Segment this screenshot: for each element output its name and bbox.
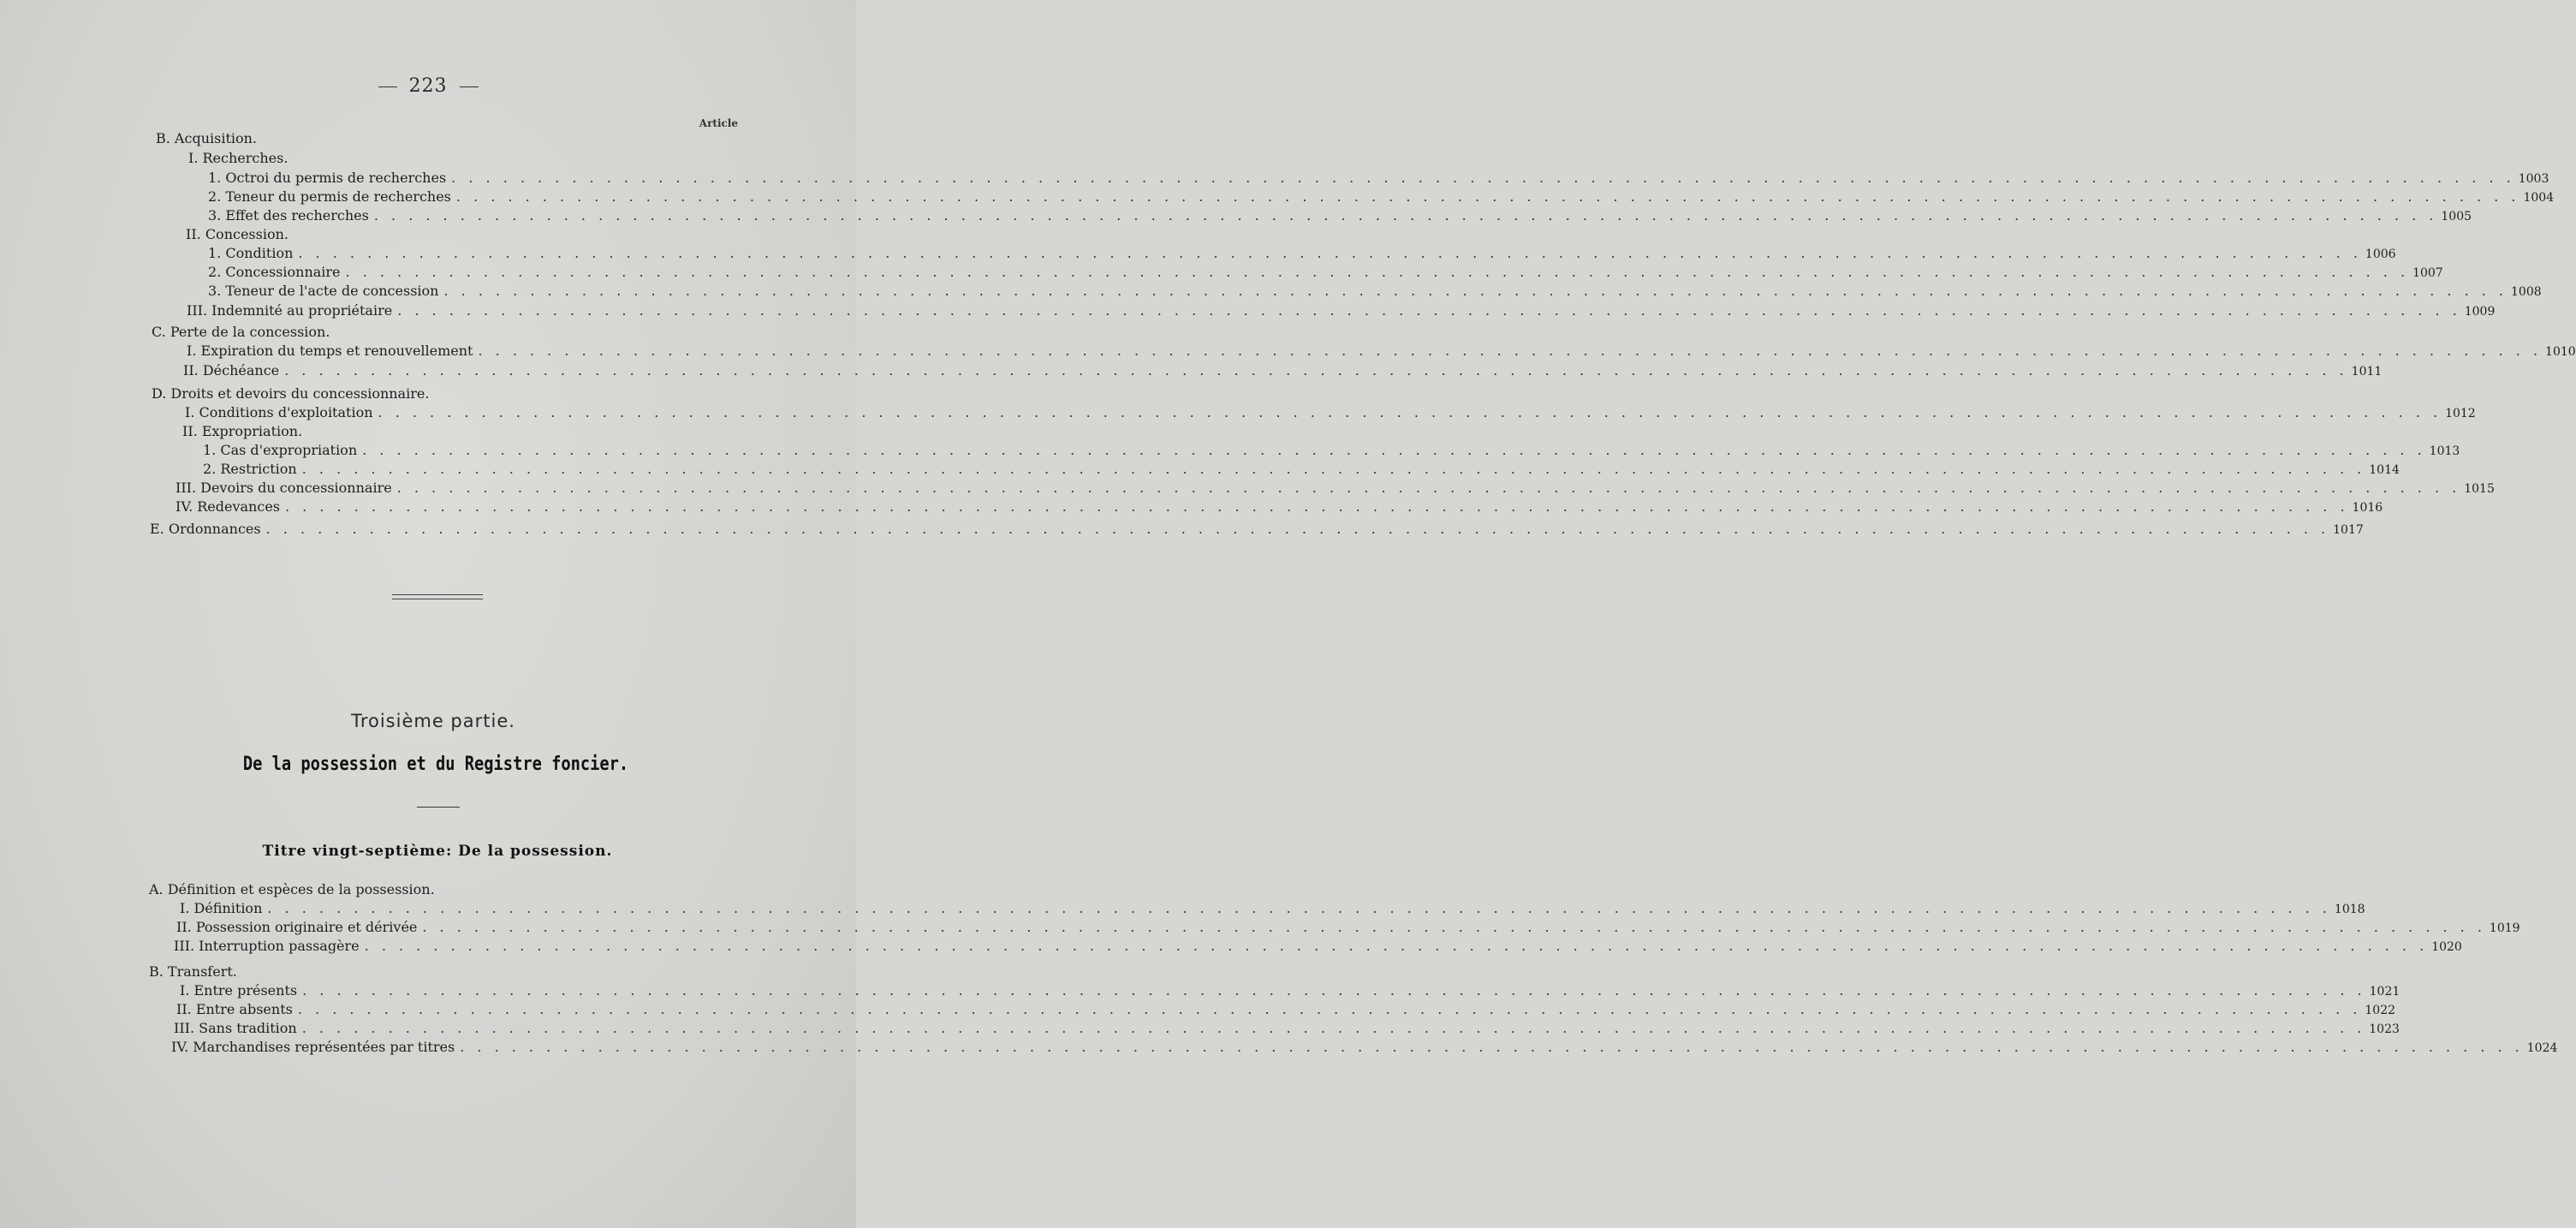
toc-entry-label: IV. Redevances <box>176 498 280 515</box>
toc-entry-label: I. Définition <box>180 900 263 916</box>
toc-entry <box>150 521 2364 539</box>
dot-leader: . . . . . . . . . . . . . . . . . . . . . . . . . . . . . . . . . . . . . . . . . . . . . . . . . . . . . . . . . . . . . . . . . . . . . . . . . . . . . . . . . . . . . . . . . . . . . . . . . . . . . . . . . . . . . . . . . . . . . . . . <box>285 498 2349 515</box>
toc-entry-article-number: 1017 <box>2333 523 2364 537</box>
toc-entry <box>174 1020 2400 1038</box>
toc-entry-label: 2. Teneur du permis de recherches <box>208 188 451 205</box>
toc-entry-label: 3. Effet des recherches <box>208 207 369 224</box>
toc-entry-label: A. Définition et espèces de la possession. <box>149 881 435 897</box>
toc-entry <box>203 461 2400 479</box>
toc-entry <box>208 283 2542 301</box>
dot-leader: . . . . . . . . . . . . . . . . . . . . . . . . . . . . . . . . . . . . . . . . . . . . . . . . . . . . . . . . . . . . . . . . . . . . . . . . . . . . . . . . . . . . . . . . . . . . . . . . . . . . . . . . . . . . . . . . . . . . . . . . <box>478 343 2543 359</box>
toc-entry <box>180 900 2365 918</box>
part-title: Troisième partie. <box>351 711 515 731</box>
toc-entry <box>188 150 735 167</box>
toc-entry-label: C. Perte de la concession. <box>152 324 330 340</box>
toc-entry <box>149 963 729 981</box>
toc-entry <box>180 982 2400 1000</box>
toc-entry-article-number: 1020 <box>2431 940 2462 954</box>
toc-entry <box>152 385 735 402</box>
toc-entry-label: E. Ordonnances <box>150 521 261 537</box>
dot-leader: . . . . . . . . . . . . . . . . . . . . . . . . . . . . . . . . . . . . . . . . . . . . . . . . . . . . . . . . . . . . . . . . . . . . . . . . . . . . . . . . . . . . . . . . . . . . . . . . . . . . . . . . . . . . . . . . . . . . . . . . <box>455 188 2520 205</box>
dot-leader: . . . . . . . . . . . . . . . . . . . . . . . . . . . . . . . . . . . . . . . . . . . . . . . . . . . . . . . . . . . . . . . . . . . . . . . . . . . . . . . . . . . . . . . . . . . . . . . . . . . . . . . . . . . . . . . . . . . . . . . . <box>397 302 2461 319</box>
toc-entry-article-number: 1013 <box>2429 444 2460 458</box>
toc-entry-article-number: 1007 <box>2412 266 2443 280</box>
toc-entry-label: II. Entre absents <box>176 1001 293 1017</box>
dot-leader: . . . . . . . . . . . . . . . . . . . . . . . . . . . . . . . . . . . . . . . . . . . . . . . . . . . . . . . . . . . . . . . . . . . . . . . . . . . . . . . . . . . . . . . . . . . . . . . . . . . . . . . . . . . . . . . . . . . . . . . . <box>345 264 2410 280</box>
toc-entry-label: I. Expiration du temps et renouvellement <box>187 343 473 359</box>
toc-entry-article-number: 1019 <box>2489 921 2520 935</box>
toc-entry <box>208 264 2443 282</box>
dot-leader: . . . . . . . . . . . . . . . . . . . . . . . . . . . . . . . . . . . . . . . . . . . . . . . . . . . . . . . . . . . . . . . . . . . . . . . . . . . . . . . . . . . . . . . . . . . . . . . . . . . . . . . . . . . . . . . . . . . . . . . . <box>451 170 2515 186</box>
dot-leader: . . . . . . . . . . . . . . . . . . . . . . . . . . . . . . . . . . . . . . . . . . . . . . . . . . . . . . . . . . . . . . . . . . . . . . . . . . . . . . . . . . . . . . . . . . . . . . . . . . . . . . . . . . . . . . . . . . . . . . . . <box>364 938 2429 954</box>
toc-entry <box>208 170 2549 188</box>
toc-entry-article-number: 1004 <box>2523 191 2555 205</box>
toc-entry <box>152 324 735 341</box>
toc-entry-article-number: 1005 <box>2441 210 2472 224</box>
toc-entry-article-number: 1009 <box>2464 305 2496 319</box>
dot-leader: . . . . . . . . . . . . . . . . . . . . . . . . . . . . . . . . . . . . . . . . . . . . . . . . . . . . . . . . . . . . . . . . . . . . . . . . . . . . . . . . . . . . . . . . . . . . . . . . . . . . . . . . . . . . . . . . . . . . . . . . <box>298 245 2362 261</box>
section-divider <box>392 594 483 599</box>
toc-entry-article-number: 1016 <box>2352 501 2383 515</box>
title-heading: Titre vingt-septième: De la possession. <box>262 843 613 860</box>
toc-entry-label: IV. Marchandises représentées par titres <box>171 1039 455 1055</box>
dot-leader: . . . . . . . . . . . . . . . . . . . . . . . . . . . . . . . . . . . . . . . . . . . . . . . . . . . . . . . . . . . . . . . . . . . . . . . . . . . . . . . . . . . . . . . . . . . . . . . . . . . . . . . . . . . . . . . . . . . . . . . . <box>422 919 2486 935</box>
toc-entry-article-number: 1024 <box>2526 1041 2558 1055</box>
dot-leader: . . . . . . . . . . . . . . . . . . . . . . . . . . . . . . . . . . . . . . . . . . . . . . . . . . . . . . . . . . . . . . . . . . . . . . . . . . . . . . . . . . . . . . . . . . . . . . . . . . . . . . . . . . . . . . . . . . . . . . . . <box>362 442 2426 458</box>
toc-entry-label: III. Interruption passagère <box>174 938 360 954</box>
toc-entry <box>208 207 2472 225</box>
title-divider <box>417 807 460 808</box>
toc-entry-label: II. Déchéance <box>183 362 280 379</box>
toc-entry <box>156 130 735 147</box>
toc-entry-article-number: 1012 <box>2445 407 2476 420</box>
toc-entry-label: I. Entre présents <box>180 982 298 998</box>
toc-entry-article-number: 1021 <box>2369 985 2400 998</box>
toc-entry <box>183 362 2383 380</box>
toc-entry <box>203 442 2460 460</box>
article-column-header: Article <box>699 117 738 129</box>
toc-entry <box>171 1039 2558 1057</box>
toc-entry-label: III. Indemnité au propriétaire <box>187 302 393 319</box>
dot-leader: . . . . . . . . . . . . . . . . . . . . . . . . . . . . . . . . . . . . . . . . . . . . . . . . . . . . . . . . . . . . . . . . . . . . . . . . . . . . . . . . . . . . . . . . . . . . . . . . . . . . . . . . . . . . . . . . . . . . . . . . <box>302 982 2366 998</box>
dot-leader: . . . . . . . . . . . . . . . . . . . . . . . . . . . . . . . . . . . . . . . . . . . . . . . . . . . . . . . . . . . . . . . . . . . . . . . . . . . . . . . . . . . . . . . . . . . . . . . . . . . . . . . . . . . . . . . . . . . . . . . . <box>373 207 2438 224</box>
dot-leader: . . . . . . . . . . . . . . . . . . . . . . . . . . . . . . . . . . . . . . . . . . . . . . . . . . . . . . . . . . . . . . . . . . . . . . . . . . . . . . . . . . . . . . . . . . . . . . . . . . . . . . . . . . . . . . . . . . . . . . . . <box>301 461 2366 477</box>
toc-entry <box>208 245 2396 263</box>
toc-entry-label: B. Acquisition. <box>156 130 258 146</box>
toc-entry <box>176 498 2383 516</box>
dot-leader: . . . . . . . . . . . . . . . . . . . . . . . . . . . . . . . . . . . . . . . . . . . . . . . . . . . . . . . . . . . . . . . . . . . . . . . . . . . . . . . . . . . . . . . . . . . . . . . . . . . . . . . . . . . . . . . . . . . . . . . . <box>460 1039 2524 1055</box>
toc-entry-article-number: 1018 <box>2334 903 2365 916</box>
dot-leader: . . . . . . . . . . . . . . . . . . . . . . . . . . . . . . . . . . . . . . . . . . . . . . . . . . . . . . . . . . . . . . . . . . . . . . . . . . . . . . . . . . . . . . . . . . . . . . . . . . . . . . . . . . . . . . . . . . . . . . . . <box>443 283 2508 299</box>
toc-entry-article-number: 1011 <box>2351 365 2383 379</box>
toc-entry <box>186 226 735 243</box>
toc-entry <box>182 423 735 440</box>
toc-entry-label: D. Droits et devoirs du concessionnaire. <box>152 385 430 402</box>
toc-entry-article-number: 1023 <box>2369 1022 2400 1036</box>
part-subtitle: De la possession et du Registre foncier. <box>242 754 629 775</box>
toc-entry-article-number: 1022 <box>2365 1004 2396 1017</box>
toc-entry <box>176 919 2520 937</box>
page-number-text: 223 <box>408 75 448 97</box>
toc-entry-article-number: 1003 <box>2518 172 2549 186</box>
toc-entry <box>176 1001 2396 1019</box>
toc-entry-label: 1. Condition <box>208 245 294 261</box>
toc-entry <box>149 881 729 898</box>
toc-entry-label: B. Transfert. <box>149 963 237 980</box>
toc-entry-label: III. Sans tradition <box>174 1020 297 1036</box>
toc-entry-article-number: 1010 <box>2545 345 2576 359</box>
toc-entry-label: 2. Concessionnaire <box>208 264 341 280</box>
toc-entry-article-number: 1014 <box>2369 463 2400 477</box>
toc-entry-article-number: 1015 <box>2464 482 2495 496</box>
dot-leader: . . . . . . . . . . . . . . . . . . . . . . . . . . . . . . . . . . . . . . . . . . . . . . . . . . . . . . . . . . . . . . . . . . . . . . . . . . . . . . . . . . . . . . . . . . . . . . . . . . . . . . . . . . . . . . . . . . . . . . . . <box>265 521 2330 537</box>
toc-entry <box>176 480 2495 498</box>
toc-entry <box>187 302 2496 320</box>
dot-leader: . . . . . . . . . . . . . . . . . . . . . . . . . . . . . . . . . . . . . . . . . . . . . . . . . . . . . . . . . . . . . . . . . . . . . . . . . . . . . . . . . . . . . . . . . . . . . . . . . . . . . . . . . . . . . . . . . . . . . . . . <box>297 1001 2362 1017</box>
toc-entry-article-number: 1008 <box>2511 285 2542 299</box>
dot-leader: . . . . . . . . . . . . . . . . . . . . . . . . . . . . . . . . . . . . . . . . . . . . . . . . . . . . . . . . . . . . . . . . . . . . . . . . . . . . . . . . . . . . . . . . . . . . . . . . . . . . . . . . . . . . . . . . . . . . . . . . <box>284 362 2348 379</box>
dot-leader: . . . . . . . . . . . . . . . . . . . . . . . . . . . . . . . . . . . . . . . . . . . . . . . . . . . . . . . . . . . . . . . . . . . . . . . . . . . . . . . . . . . . . . . . . . . . . . . . . . . . . . . . . . . . . . . . . . . . . . . . <box>378 404 2442 420</box>
toc-entry-label: III. Devoirs du concessionnaire <box>176 480 392 496</box>
toc-entry-label: 3. Teneur de l'acte de concession <box>208 283 439 299</box>
toc-entry-article-number: 1006 <box>2365 247 2396 261</box>
dot-leader: . . . . . . . . . . . . . . . . . . . . . . . . . . . . . . . . . . . . . . . . . . . . . . . . . . . . . . . . . . . . . . . . . . . . . . . . . . . . . . . . . . . . . . . . . . . . . . . . . . . . . . . . . . . . . . . . . . . . . . . . <box>396 480 2461 496</box>
toc-entry-label: 1. Cas d'expropriation <box>203 442 358 458</box>
dot-leader: . . . . . . . . . . . . . . . . . . . . . . . . . . . . . . . . . . . . . . . . . . . . . . . . . . . . . . . . . . . . . . . . . . . . . . . . . . . . . . . . . . . . . . . . . . . . . . . . . . . . . . . . . . . . . . . . . . . . . . . . <box>267 900 2331 916</box>
toc-entry-label: 1. Octroi du permis de recherches <box>208 170 447 186</box>
toc-entry-label: II. Expropriation. <box>182 423 303 439</box>
toc-entry-label: I. Conditions d'exploitation <box>185 404 373 420</box>
toc-entry <box>187 343 2576 361</box>
toc-entry <box>174 938 2462 956</box>
toc-entry-label: II. Possession originaire et dérivée <box>176 919 418 935</box>
toc-entry <box>185 404 2476 422</box>
toc-entry-label: II. Concession. <box>186 226 289 242</box>
toc-entry-label: I. Recherches. <box>188 150 289 166</box>
dot-leader: . . . . . . . . . . . . . . . . . . . . . . . . . . . . . . . . . . . . . . . . . . . . . . . . . . . . . . . . . . . . . . . . . . . . . . . . . . . . . . . . . . . . . . . . . . . . . . . . . . . . . . . . . . . . . . . . . . . . . . . . <box>301 1020 2366 1036</box>
toc-entry <box>208 188 2555 206</box>
toc-entry-label: 2. Restriction <box>203 461 297 477</box>
